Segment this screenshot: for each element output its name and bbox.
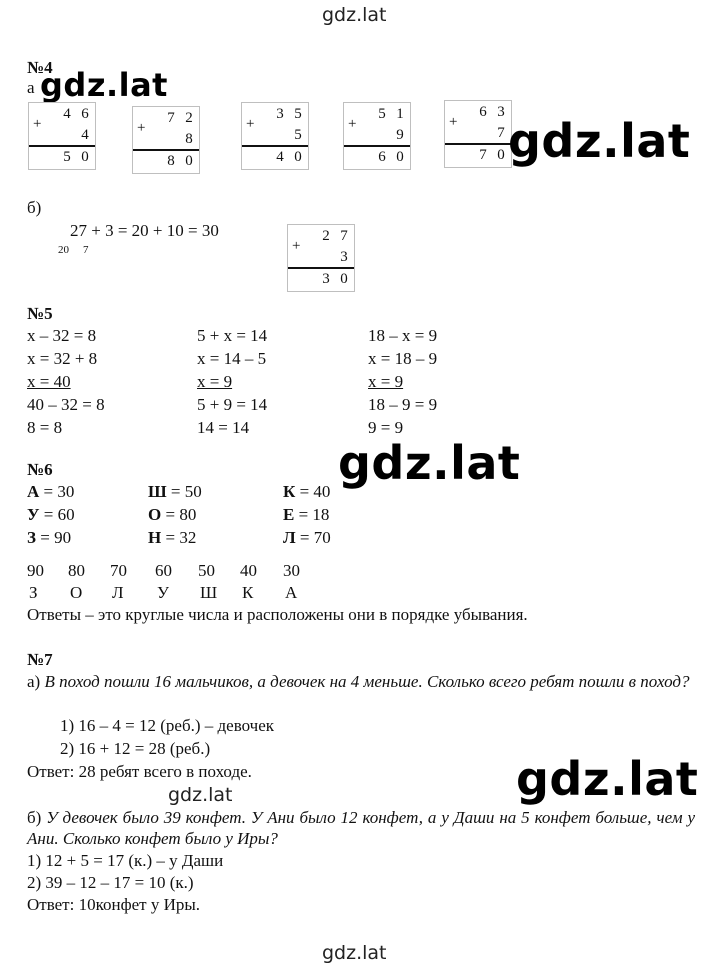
value: = 70: [295, 528, 331, 547]
sequence-letter: Л: [112, 583, 124, 602]
value: = 18: [294, 505, 330, 524]
task5-title: №5: [27, 304, 53, 323]
sum-line: [445, 143, 511, 145]
task5-col3-line: 18 – 9 = 9: [368, 395, 438, 414]
digit-a1: 7: [167, 110, 175, 126]
sequence-letter: У: [157, 583, 170, 602]
task5-col3-line: 18 – x = 9: [368, 326, 438, 345]
task5-col2-line: 14 = 14: [197, 418, 250, 437]
watermark-big2: gdz.lat: [508, 114, 691, 168]
column-addition: [241, 102, 309, 170]
digit-r1: 7: [479, 147, 487, 163]
task7-b-step1: 1) 12 + 5 = 17 (к.) – у Даши: [27, 851, 224, 870]
column-addition: [287, 224, 355, 292]
digit-r2: 0: [81, 149, 89, 165]
letter: З: [27, 528, 36, 547]
task4-b-split1: 20: [58, 244, 69, 256]
sequence-letter: З: [29, 583, 38, 602]
task4-a-label: а: [27, 78, 35, 97]
column-addition: [343, 102, 411, 170]
digit-a2: 1: [396, 106, 404, 122]
task6-letter-value: [148, 482, 202, 502]
plus-sign: +: [33, 116, 42, 132]
sequence-number: 80: [68, 561, 85, 580]
task7-b-label: б): [27, 808, 47, 827]
task5-col2-line: x = 14 – 5: [197, 349, 267, 368]
value: = 60: [39, 505, 75, 524]
task5-col3-line: 9 = 9: [368, 418, 404, 437]
sequence-number: 30: [283, 561, 300, 580]
value: = 90: [35, 528, 72, 547]
task7-a-text: В поход пошли 16 мальчиков, а девочек на 4 меньше. Сколько всего ребят пошли в поход?: [44, 672, 690, 691]
task5-col2-line: x = 9: [197, 372, 233, 391]
task6-title: №6: [27, 460, 53, 479]
task5-col3-line: x = 9: [368, 372, 404, 391]
task6-letter-value: [27, 505, 75, 525]
sequence-letter: К: [242, 583, 254, 602]
task7-b-answer: Ответ: 10конфет у Иры.: [27, 895, 201, 914]
letter: Ш: [148, 482, 167, 501]
task5-col1-line: 40 – 32 = 8: [27, 395, 105, 414]
sum-line: [242, 145, 308, 147]
letter: Н: [148, 528, 162, 547]
watermark-big1: gdz.lat: [40, 66, 168, 104]
task6-letter-value: [283, 505, 329, 525]
plus-sign: +: [348, 116, 357, 132]
digit-r1: 4: [276, 149, 284, 165]
task6-letter-value: [148, 505, 196, 525]
task5-col1-line: x = 32 + 8: [27, 349, 98, 368]
digit-a1: 4: [63, 106, 71, 122]
task7-a-label: а): [27, 672, 45, 691]
task7-b-problem: [27, 807, 695, 849]
digit-r1: 3: [322, 271, 330, 287]
digit-a2: 7: [340, 228, 348, 244]
value: = 50: [166, 482, 202, 501]
task4-b-split2: 7: [83, 244, 89, 256]
letter: У: [27, 505, 40, 524]
task6-letter-value: [283, 482, 330, 502]
sequence-number: 50: [198, 561, 215, 580]
task7-b-step2: 2) 39 – 12 – 17 = 10 (к.): [27, 873, 194, 892]
value: = 80: [161, 505, 197, 524]
letter: О: [148, 505, 162, 524]
column-addition: [132, 106, 200, 174]
sequence-letter: О: [70, 583, 83, 602]
digit-r2: 0: [340, 271, 348, 287]
task5-col1-line: x – 32 = 8: [27, 326, 97, 345]
task4-b-expression: 27 + 3 = 20 + 10 = 30: [70, 221, 219, 240]
sequence-number: 90: [27, 561, 44, 580]
plus-sign: +: [137, 120, 146, 136]
digit-a1: 5: [378, 106, 386, 122]
task5-col1-line: x = 40: [27, 372, 71, 391]
watermark-bottom: gdz.lat: [322, 942, 387, 964]
task6-answer: Ответы – это круглые числа и расположены они в порядке убывания.: [27, 605, 528, 624]
digit-r2: 0: [497, 147, 505, 163]
sequence-number: 70: [110, 561, 127, 580]
digit-r2: 0: [396, 149, 404, 165]
task5-col2-line: 5 + 9 = 14: [197, 395, 268, 414]
task7-a-problem: [27, 671, 695, 692]
digit-a2: 2: [185, 110, 193, 126]
digit-a2: 5: [294, 106, 302, 122]
task6-letter-value: [27, 528, 71, 548]
task6-letter-value: [148, 528, 196, 548]
sum-line: [288, 267, 354, 269]
column-addition: [28, 102, 96, 170]
task7-b-text: У девочек было 39 конфет. У Ани было 12 конфет, а у Даши на 5 конфет больше, чем у Ани. Сколько конфет было у Иры?: [27, 808, 695, 848]
plus-sign: +: [292, 238, 301, 254]
watermark-big4: gdz.lat: [516, 752, 699, 806]
digit-a1: 3: [276, 106, 284, 122]
digit-r2: 0: [294, 149, 302, 165]
value: = 32: [161, 528, 197, 547]
watermark-mid-small: gdz.lat: [168, 784, 233, 806]
task4-title: №4: [27, 58, 53, 77]
sum-line: [29, 145, 95, 147]
sequence-number: 60: [155, 561, 172, 580]
task7-title: №7: [27, 650, 53, 669]
task4-b-label: б): [27, 198, 42, 217]
value: = 30: [39, 482, 75, 501]
digit-a2: 6: [81, 106, 89, 122]
letter: А: [27, 482, 40, 501]
sum-line: [344, 145, 410, 147]
task7-a-answer: Ответ: 28 ребят всего в походе.: [27, 762, 252, 781]
column-addition: [444, 100, 512, 168]
plus-sign: +: [449, 114, 458, 130]
digit-b2: 3: [340, 249, 348, 265]
task7-a-step1: 1) 16 – 4 = 12 (реб.) – девочек: [60, 716, 275, 735]
digit-a2: 3: [497, 104, 505, 120]
digit-r1: 5: [63, 149, 71, 165]
plus-sign: +: [246, 116, 255, 132]
watermark-big3: gdz.lat: [338, 436, 521, 490]
task5-col1-line: 8 = 8: [27, 418, 63, 437]
digit-b2: 5: [294, 127, 302, 143]
digit-b2: 8: [185, 131, 193, 147]
sequence-number: 40: [240, 561, 257, 580]
letter: Л: [283, 528, 296, 547]
task6-letter-value: [27, 482, 74, 502]
value: = 40: [295, 482, 331, 501]
digit-a1: 2: [322, 228, 330, 244]
task5-col3-line: x = 18 – 9: [368, 349, 438, 368]
digit-b2: 9: [396, 127, 404, 143]
digit-b2: 7: [497, 125, 505, 141]
digit-a1: 6: [479, 104, 487, 120]
digit-r1: 8: [167, 153, 175, 169]
task7-a-step2: 2) 16 + 12 = 28 (реб.): [60, 739, 211, 758]
letter: К: [283, 482, 296, 501]
digit-b2: 4: [81, 127, 89, 143]
sum-line: [133, 149, 199, 151]
watermark-top: gdz.lat: [322, 4, 387, 26]
sequence-letter: Ш: [200, 583, 218, 602]
sequence-letter: А: [285, 583, 298, 602]
digit-r2: 0: [185, 153, 193, 169]
digit-r1: 6: [378, 149, 386, 165]
task6-letter-value: [283, 528, 331, 548]
task5-col2-line: 5 + x = 14: [197, 326, 268, 345]
letter: Е: [283, 505, 295, 524]
